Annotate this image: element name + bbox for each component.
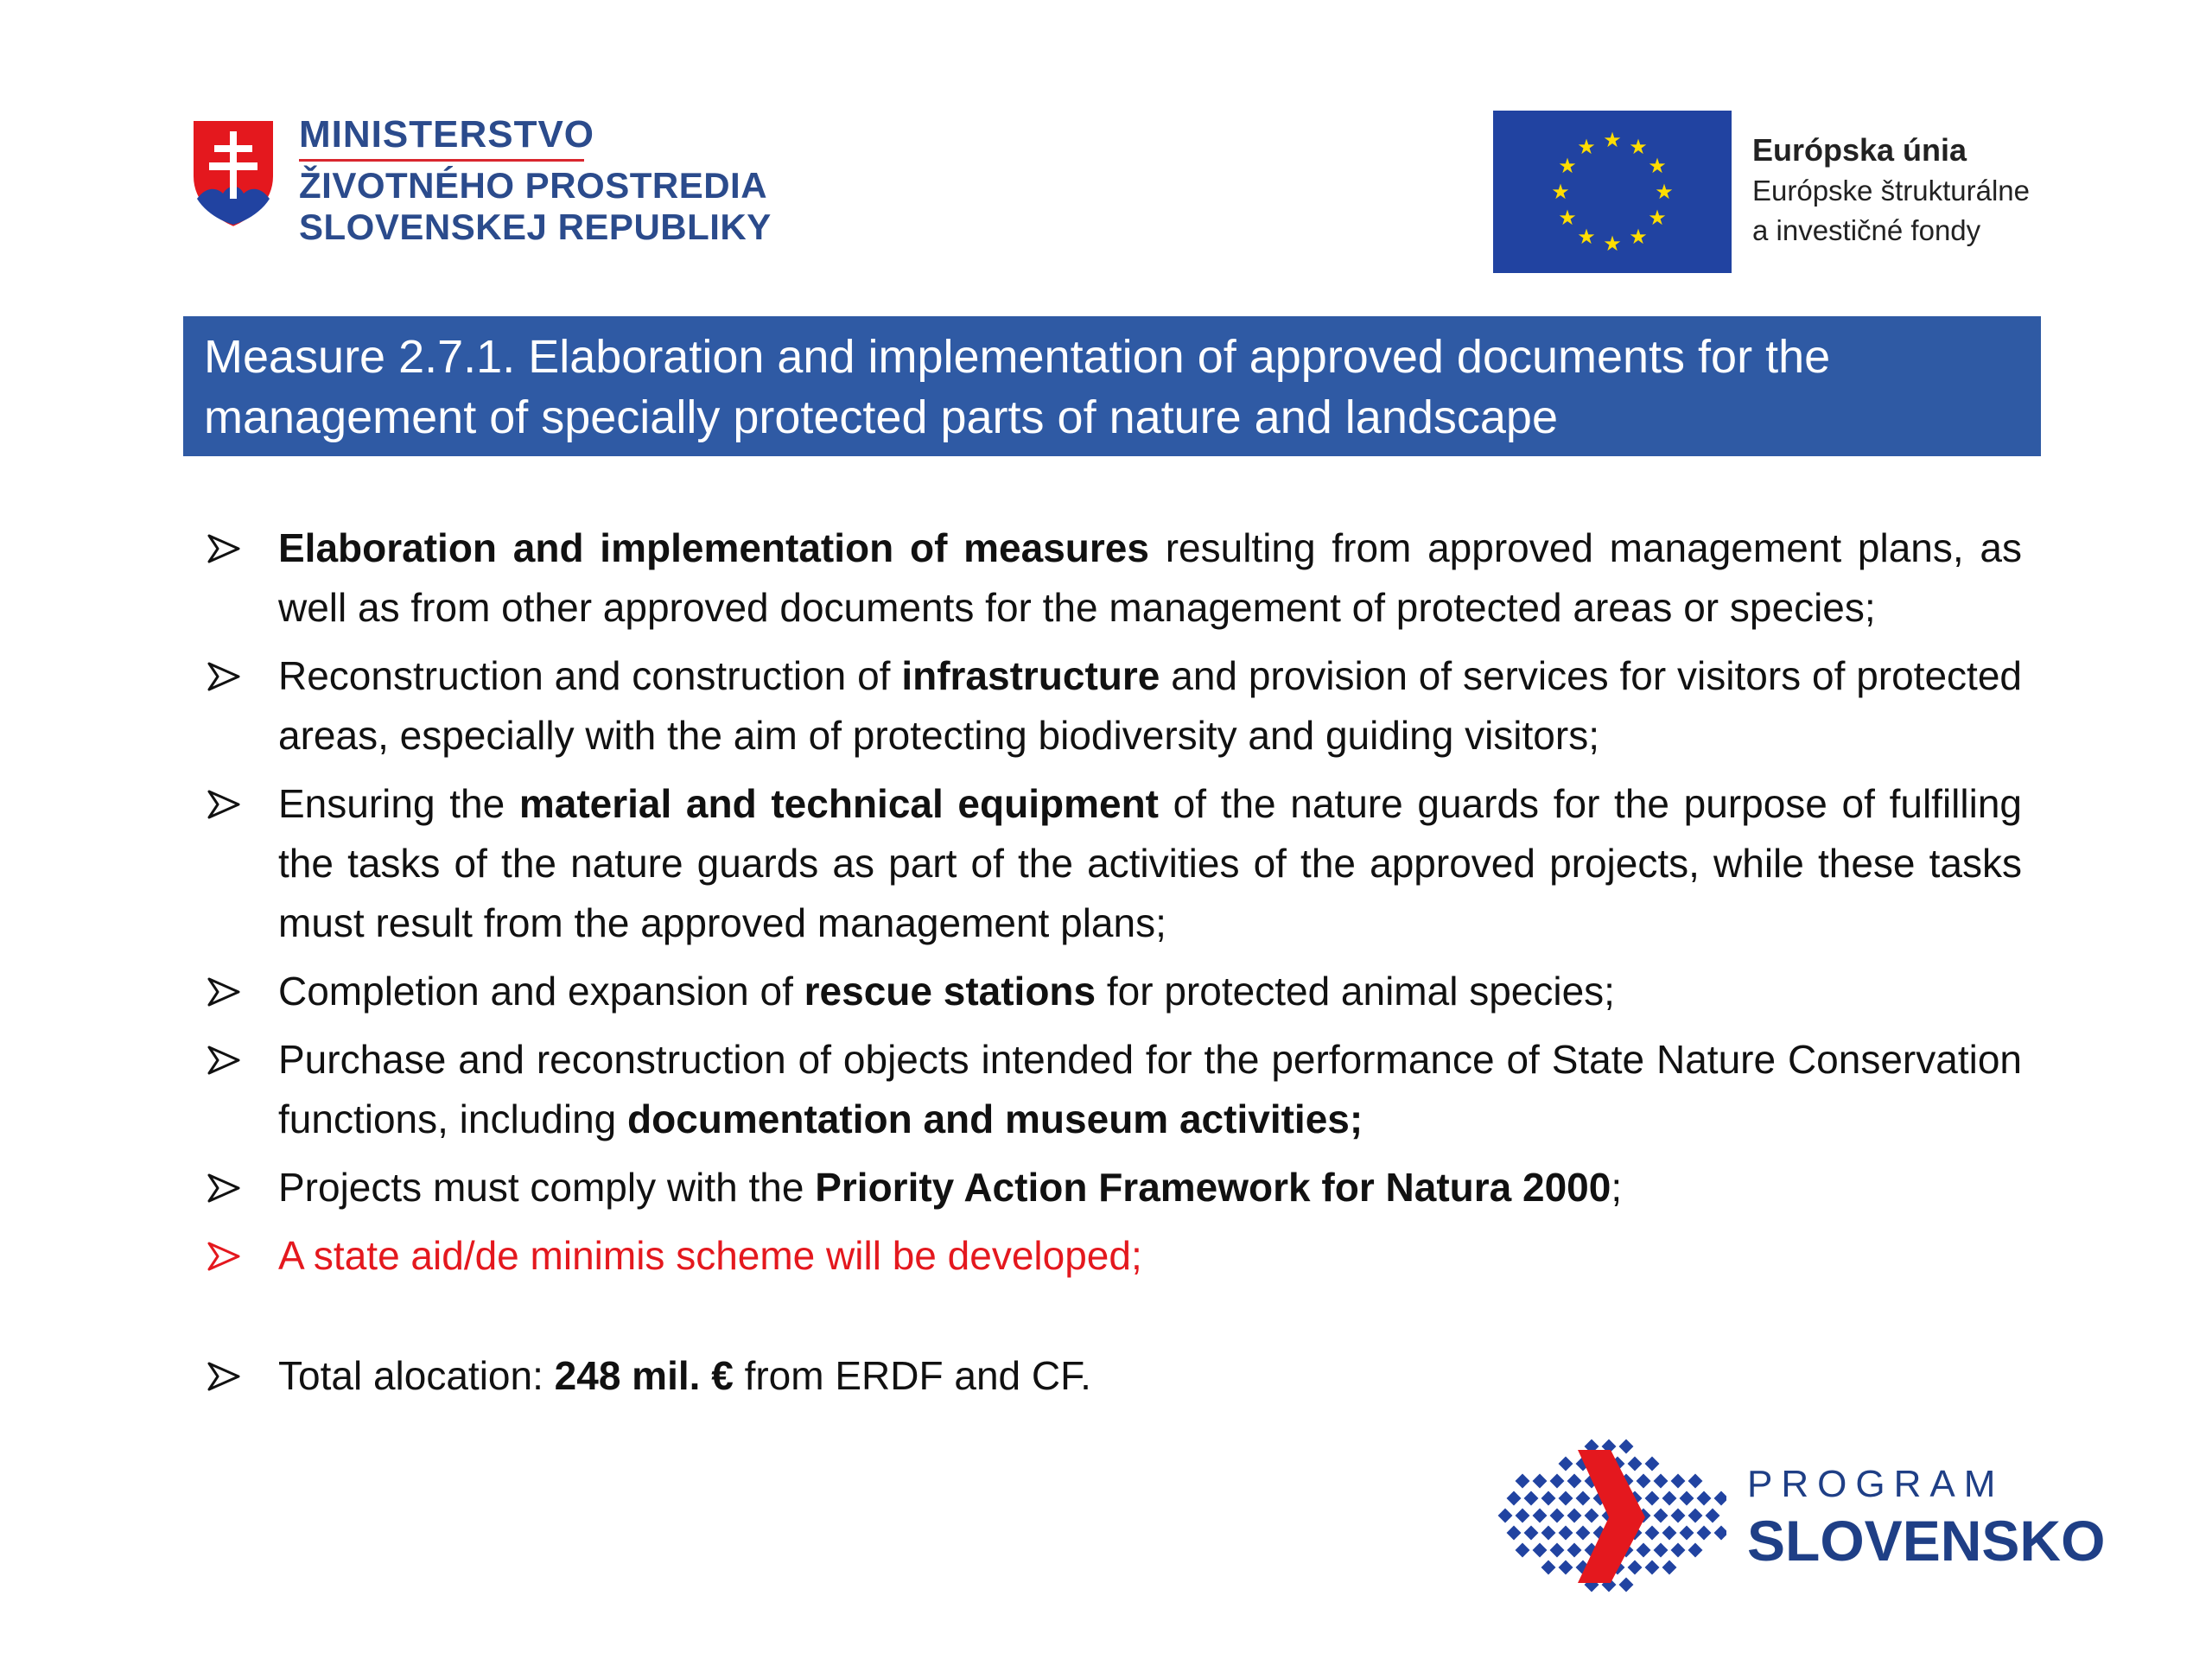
diamond-dot-icon [1654, 1474, 1669, 1489]
slovak-coat-of-arms-icon [188, 116, 278, 230]
diamond-dot-icon [1671, 1474, 1686, 1489]
diamond-dot-icon [1662, 1526, 1677, 1541]
program-slovensko-mark-icon [1493, 1434, 1726, 1599]
diamond-dot-icon [1697, 1526, 1712, 1541]
diamond-dot-icon [1585, 1509, 1599, 1523]
diamond-dot-icon [1550, 1543, 1565, 1558]
diamond-dot-icon [1576, 1526, 1591, 1541]
diamond-dot-icon [1688, 1509, 1703, 1523]
diamond-dot-icon [1619, 1440, 1634, 1454]
diamond-dot-icon [1524, 1491, 1539, 1506]
diamond-dot-icon [1671, 1509, 1686, 1523]
program-name: SLOVENSKO [1747, 1509, 2106, 1573]
diamond-dot-icon [1645, 1491, 1660, 1506]
ministry-divider [299, 159, 584, 162]
diamond-dot-icon [1507, 1526, 1522, 1541]
diamond-dot-icon [1541, 1526, 1556, 1541]
diamond-dot-icon [1533, 1509, 1548, 1523]
diamond-dot-icon [1654, 1543, 1669, 1558]
diamond-dot-icon [1645, 1560, 1660, 1575]
eu-flag-icon [1493, 111, 1732, 273]
diamond-dot-icon [1628, 1457, 1643, 1471]
eu-logo [1493, 111, 2063, 275]
diamond-dot-icon [1559, 1526, 1573, 1541]
arrow-bullet-icon [207, 1158, 251, 1203]
measure-title: Measure 2.7.1. Elaboration and implementation of approved documents for the management of specially protected parts of nature and landscape [183, 316, 2041, 456]
arrow-bullet-icon [207, 646, 251, 691]
measure-bullet-list [207, 518, 2022, 1414]
diamond-dot-icon [1550, 1474, 1565, 1489]
diamond-dot-icon [1567, 1509, 1582, 1523]
arrow-bullet-icon [207, 1346, 251, 1391]
diamond-dot-icon [1559, 1491, 1573, 1506]
diamond-dot-icon [1680, 1526, 1694, 1541]
bullet-item: Purchase and reconstruction of objects intended for the performance of State Nature Conservation functions, including documentation and museum activities; [207, 1030, 2022, 1149]
eu-star-icon: ★ [1603, 129, 1622, 152]
eu-star-icon: ★ [1648, 207, 1667, 230]
diamond-dot-icon [1567, 1474, 1582, 1489]
program-slovensko-logo [1493, 1434, 2106, 1599]
bullet-item: Completion and expansion of rescue stations for protected animal species; [207, 962, 2022, 1021]
eu-star-icon: ★ [1603, 232, 1622, 256]
diamond-dot-icon [1524, 1526, 1539, 1541]
diamond-dot-icon [1680, 1491, 1694, 1506]
eu-star-icon: ★ [1629, 225, 1648, 249]
ministry-name-line1: MINISTERSTVO [299, 113, 595, 156]
diamond-dot-icon [1628, 1560, 1643, 1575]
ministry-name-line3: SLOVENSKEJ REPUBLIKY [299, 207, 772, 247]
eu-star-icon: ★ [1558, 207, 1577, 230]
program-label: PROGRAM [1747, 1463, 2005, 1505]
arrow-bullet-icon [207, 518, 251, 563]
eu-subtitle-line2: a investičné fondy [1752, 214, 1981, 246]
diamond-dot-icon [1541, 1491, 1556, 1506]
bullet-item: Reconstruction and construction of infrastructure and provision of services for visitors of protected areas, especially with the aim of protecting biodiversity and guiding visitors; [207, 646, 2022, 766]
diamond-dot-icon [1697, 1491, 1712, 1506]
diamond-dot-icon [1637, 1543, 1651, 1558]
eu-star-icon: ★ [1648, 155, 1667, 178]
diamond-dot-icon [1645, 1457, 1660, 1471]
arrow-bullet-icon [207, 1030, 251, 1075]
diamond-dot-icon [1498, 1509, 1513, 1523]
diamond-dot-icon [1516, 1509, 1530, 1523]
diamond-dot-icon [1662, 1491, 1677, 1506]
arrow-bullet-icon [207, 1226, 251, 1271]
eu-star-icon: ★ [1551, 181, 1570, 204]
diamond-dot-icon [1671, 1543, 1686, 1558]
diamond-dot-icon [1567, 1543, 1582, 1558]
eu-star-icon: ★ [1558, 155, 1577, 178]
eu-subtitle-line1: Európske štrukturálne [1752, 175, 2030, 207]
bullet-item-total-allocation: Total alocation: 248 mil. € from ERDF and CF. [207, 1346, 2022, 1406]
eu-star-icon: ★ [1577, 225, 1596, 249]
diamond-dot-icon [1688, 1474, 1703, 1489]
arrow-bullet-icon [207, 962, 251, 1007]
bullet-item-state-aid: A state aid/de minimis scheme will be developed; [207, 1226, 2022, 1286]
diamond-dot-icon [1619, 1578, 1634, 1592]
diamond-dot-icon [1688, 1543, 1703, 1558]
diamond-dot-icon [1533, 1543, 1548, 1558]
diamond-dot-icon [1654, 1509, 1669, 1523]
diamond-dot-icon [1559, 1560, 1573, 1575]
ministry-logo [188, 112, 810, 259]
arrow-bullet-icon [207, 774, 251, 819]
diamond-dot-icon [1637, 1474, 1651, 1489]
diamond-dot-icon [1507, 1491, 1522, 1506]
diamond-dot-icon [1576, 1491, 1591, 1506]
diamond-dot-icon [1706, 1509, 1720, 1523]
diamond-dot-icon [1533, 1474, 1548, 1489]
diamond-dot-icon [1516, 1474, 1530, 1489]
diamond-dot-icon [1662, 1560, 1677, 1575]
eu-star-icon: ★ [1655, 181, 1674, 204]
eu-star-icon: ★ [1577, 136, 1596, 160]
bullet-item: Ensuring the material and technical equipment of the nature guards for the purpose of fulfilling the tasks of the nature guards as part of the activities of the approved projects, while these tasks must result from the approved management plans; [207, 774, 2022, 953]
eu-title: Európska únia [1752, 132, 1967, 168]
bullet-item: Elaboration and implementation of measures resulting from approved management plans, as well as from other approved documents for the management of protected areas or species; [207, 518, 2022, 638]
diamond-dot-icon [1541, 1560, 1556, 1575]
diamond-dot-icon [1550, 1509, 1565, 1523]
diamond-dot-icon [1714, 1526, 1726, 1541]
eu-star-icon: ★ [1629, 136, 1648, 160]
diamond-dot-icon [1645, 1526, 1660, 1541]
diamond-dot-icon [1559, 1457, 1573, 1471]
diamond-dot-icon [1516, 1543, 1530, 1558]
diamond-dot-icon [1714, 1491, 1726, 1506]
ministry-name-line2: ŽIVOTNÉHO PROSTREDIA [299, 165, 768, 206]
bullet-item: Projects must comply with the Priority Action Framework for Natura 2000; [207, 1158, 2022, 1217]
